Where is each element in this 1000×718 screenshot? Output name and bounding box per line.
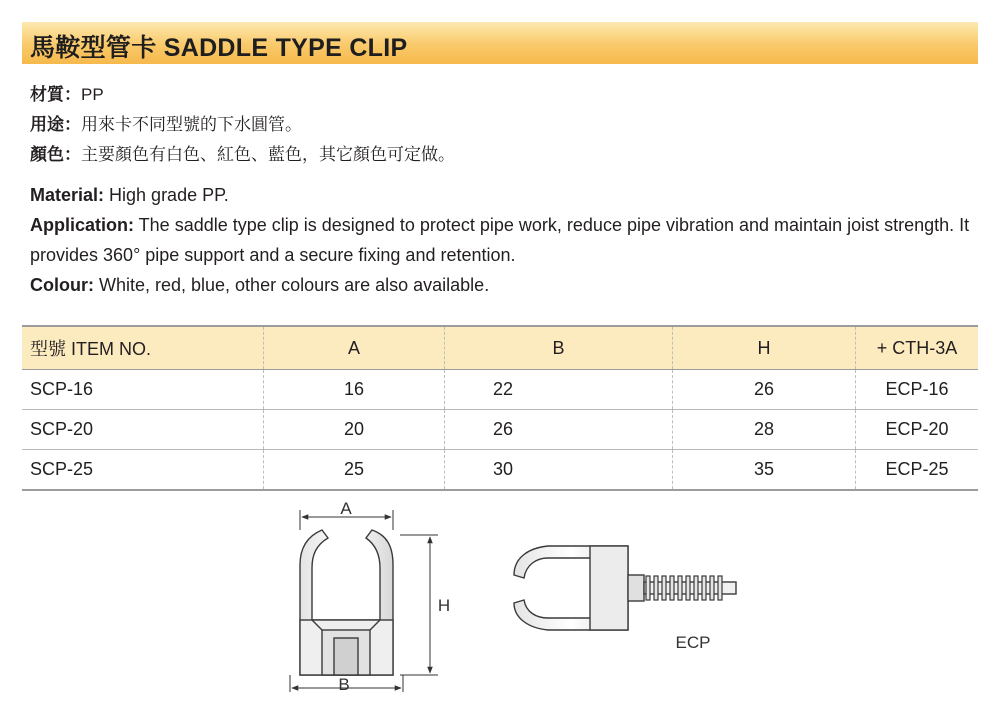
spec-line-usage-cn: 用途：用來卡不同型號的下水圓管。 <box>30 115 302 134</box>
spec-table <box>22 325 978 491</box>
cell-h: 28 <box>673 410 856 450</box>
dimension-label-b: B <box>338 675 350 694</box>
cell-accessory: ECP-20 <box>856 410 979 450</box>
cell-accessory: ECP-25 <box>856 450 979 491</box>
header-b: B <box>445 326 673 370</box>
cell-a: 20 <box>264 410 445 450</box>
spec-line-material-cn: 材質：PP <box>30 85 104 104</box>
spec-line-colour-cn: 顏色：主要顏色有白色、紅色、藍色，其它顏色可定做。 <box>30 145 455 164</box>
cell-item-no: SCP-20 <box>22 410 264 450</box>
cell-b: 30 <box>445 450 673 491</box>
dimension-label-a: A <box>340 499 352 518</box>
ecp-label: ECP <box>675 633 711 652</box>
cell-b: 26 <box>445 410 673 450</box>
table-header-row <box>22 326 978 370</box>
technical-drawing <box>0 490 1000 710</box>
table-row <box>22 450 978 491</box>
spec-line-application-en: Application: The saddle type clip is designed to protect pipe work, reduce pipe vibration and maintain joist strength. It provides 360° pipe support and a secure fixing and retention. <box>30 215 970 265</box>
spec-line-material-en: Material: High grade PP. <box>30 185 229 205</box>
cell-b: 22 <box>445 370 673 410</box>
header-item-no: 型號 ITEM NO. <box>22 326 264 370</box>
header-a: A <box>264 326 445 370</box>
page-title: 馬鞍型管卡 SADDLE TYPE CLIP <box>30 34 408 62</box>
header-accessory: + CTH-3A <box>856 326 979 370</box>
cell-a: 25 <box>264 450 445 491</box>
spec-line-colour-en: Colour: White, red, blue, other colours are also available. <box>30 275 490 295</box>
cell-item-no: SCP-16 <box>22 370 264 410</box>
saddle-clip-front-view <box>300 530 393 675</box>
header-h: H <box>673 326 856 370</box>
cell-h: 35 <box>673 450 856 491</box>
chinese-specs <box>30 80 455 170</box>
dimension-label-h: H <box>437 596 451 615</box>
cell-accessory: ECP-16 <box>856 370 979 410</box>
english-specs <box>30 180 980 300</box>
cell-item-no: SCP-25 <box>22 450 264 491</box>
table-row <box>22 410 978 450</box>
cell-a: 16 <box>264 370 445 410</box>
table-row <box>22 370 978 410</box>
cell-h: 26 <box>673 370 856 410</box>
title-bar <box>22 22 978 64</box>
